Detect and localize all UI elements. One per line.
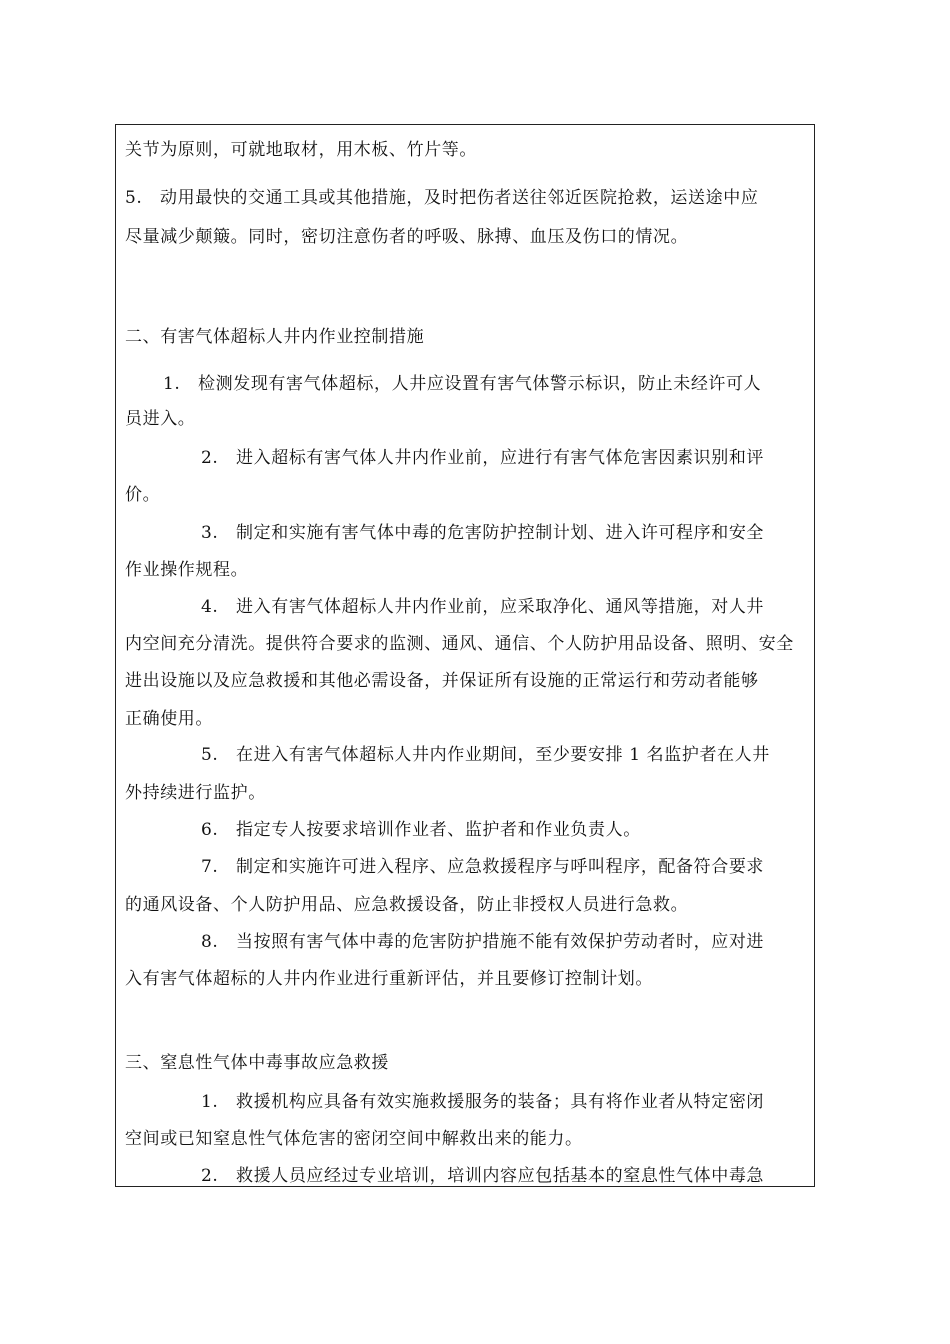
list-item-6: 6. 指定专人按要求培训作业者、监护者和作业负责人。 <box>201 820 641 840</box>
text-line: 价。 <box>125 485 161 505</box>
text-line: 进出设施以及应急救援和其他必需设备，并保证所有设施的正常运行和劳动者能够 <box>125 671 759 691</box>
text-line: 的通风设备、个人防护用品、应急救援设备，防止非授权人员进行急救。 <box>125 895 689 915</box>
list-item-5: 5. 动用最快的交通工具或其他措施，及时把伤者送往邻近医院抢救，运送途中应 <box>125 188 759 208</box>
text-line: 员进入。 <box>125 409 196 429</box>
list-item-2: 2. 进入超标有害气体人井内作业前，应进行有害气体危害因素识别和评 <box>201 448 765 468</box>
list-item-1: 1. 检测发现有害气体超标，人井应设置有害气体警示标识，防止未经许可人 <box>163 374 762 394</box>
text-line: 空间或已知窒息性气体危害的密闭空间中解救出来的能力。 <box>125 1129 583 1149</box>
list-item-5: 5. 在进入有害气体超标人井内作业期间，至少要安排 1 名监护者在人井 <box>201 745 770 765</box>
list-item-2: 2. 救援人员应经过专业培训，培训内容应包括基本的窒息性气体中毒急 <box>201 1166 765 1186</box>
list-item-3: 3. 制定和实施有害气体中毒的危害防护控制计划、进入许可程序和安全 <box>201 523 765 543</box>
text-line: 入有害气体超标的人井内作业进行重新评估，并且要修订控制计划。 <box>125 969 653 989</box>
text-line: 正确使用。 <box>125 709 213 729</box>
text-line: 外持续进行监护。 <box>125 783 266 803</box>
text-line: 关节为原则，可就地取材，用木板、竹片等。 <box>125 140 477 160</box>
text-line: 作业操作规程。 <box>125 560 249 580</box>
section-title-3: 三、窒息性气体中毒事故应急救援 <box>125 1053 389 1073</box>
section-title-2: 二、有害气体超标人井内作业控制措施 <box>125 327 425 347</box>
list-item-4: 4. 进入有害气体超标人井内作业前，应采取净化、通风等措施，对人井 <box>201 597 765 617</box>
text-line: 尽量减少颠簸。同时，密切注意伤者的呼吸、脉搏、血压及伤口的情况。 <box>125 227 689 247</box>
document-frame <box>115 124 815 1187</box>
text-line: 内空间充分清洗。提供符合要求的监测、通风、通信、个人防护用品设备、照明、安全 <box>125 634 794 654</box>
list-item-7: 7. 制定和实施许可进入程序、应急救援程序与呼叫程序，配备符合要求 <box>201 857 765 877</box>
list-item-1: 1. 救援机构应具备有效实施救援服务的装备；具有将作业者从特定密闭 <box>201 1092 765 1112</box>
list-item-8: 8. 当按照有害气体中毒的危害防护措施不能有效保护劳动者时，应对进 <box>201 932 765 952</box>
